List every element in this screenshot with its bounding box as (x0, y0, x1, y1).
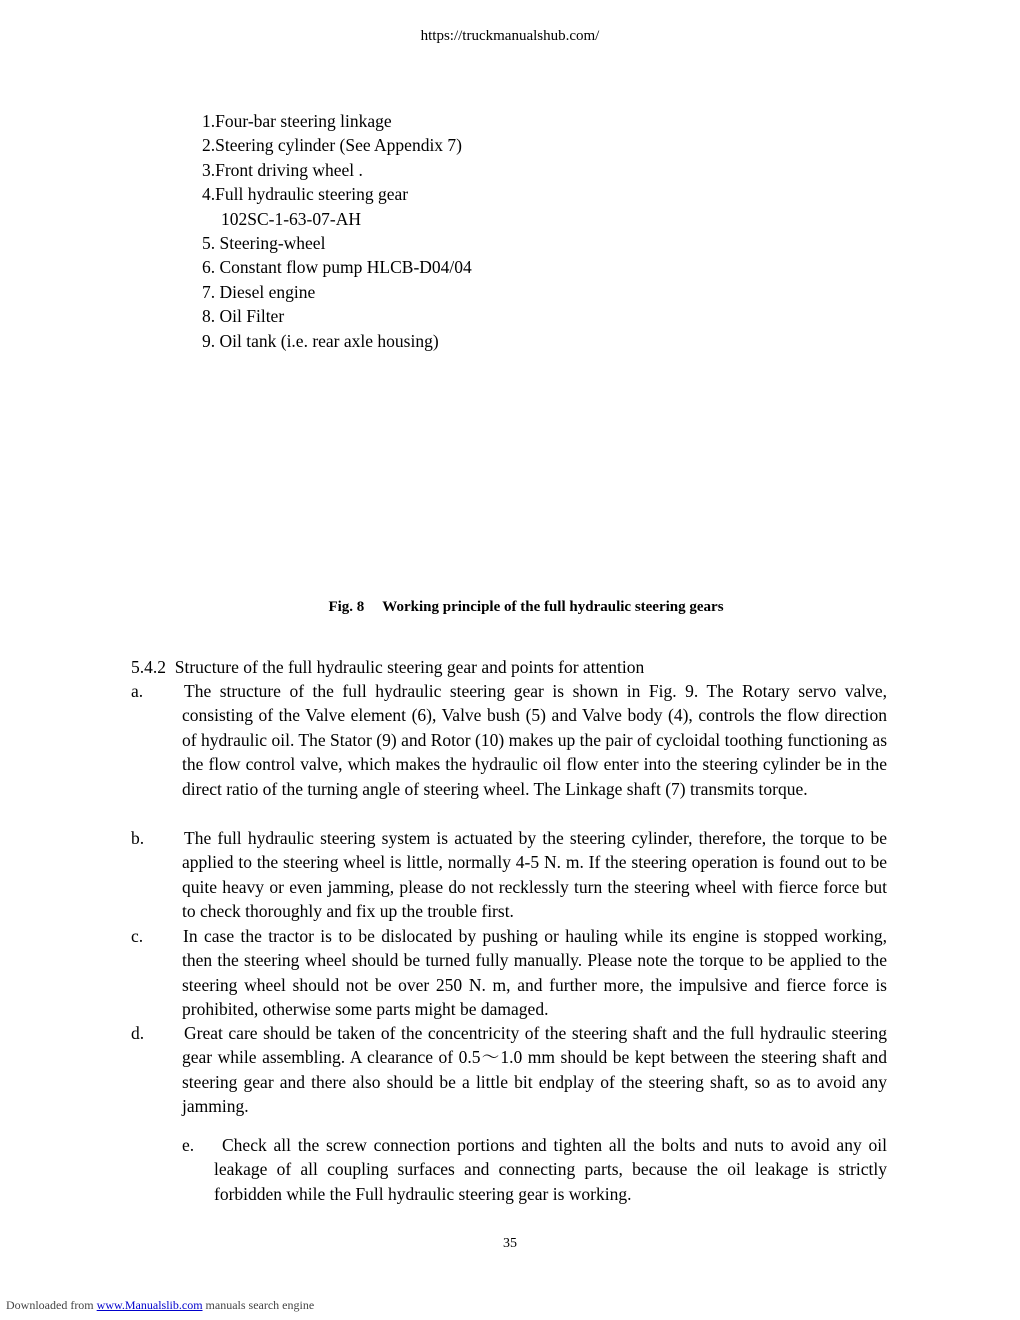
list-item-a (131, 679, 887, 825)
legend-item: 8. Oil Filter (202, 306, 285, 327)
legend-item: 7. Diesel engine (202, 281, 316, 302)
list-marker: a. (131, 681, 144, 701)
figure-legend (202, 109, 472, 353)
figure-caption (0, 599, 1020, 616)
legend-item: 3.Front driving wheel . (202, 159, 363, 180)
legend-item: 1.Four-bar steering linkage (202, 111, 392, 131)
footer-suffix: manuals search engine (202, 1298, 315, 1312)
figure-title: Working principle of the full hydraulic steering gears (382, 599, 724, 615)
legend-item: 9. Oil tank (i.e. rear axle housing) (202, 330, 439, 351)
list-item-e (182, 1133, 887, 1207)
manualslib-link[interactable]: www.Manualslib.com (96, 1298, 203, 1312)
footer-prefix: Downloaded from (6, 1298, 97, 1312)
list-item-text: Great care should be taken of the concentricity of the steering shaft and the full hydraulic steering gear while assembling. A clearance of 0.5～1.0 mm should be kept between the steering shaft and steering gear and there also should be a little bit endplay of the steering shaft, so as to avoid any jamming. (182, 1023, 887, 1117)
list-marker: d. (131, 1023, 145, 1043)
legend-item: 4.Full hydraulic steering gear (202, 184, 409, 205)
download-footer (6, 1298, 314, 1313)
list-item-text: Check all the screw connection portions and tighten all the bolts and nuts to avoid any oil leakage of all coupling surfaces and connecting parts, because the oil leakage is strictly forbidden while the Full hydraulic steering gear is working. (214, 1135, 887, 1204)
legend-item: 102SC-1-63-07-AH (221, 208, 361, 229)
list-item-c (131, 924, 887, 1022)
list-marker: e. (182, 1135, 195, 1155)
list-item-b (131, 826, 887, 924)
section-title: Structure of the full hydraulic steering gear and points for attention (174, 657, 645, 677)
section-number: 5.4.2 (131, 657, 166, 677)
list-item-text: The structure of the full hydraulic steering gear is shown in Fig. 9. The Rotary servo valve, consisting of the Valve element (6), Valve bush (5) and Valve body (4), controls the flow direction of hydraulic oil. The Stator (9) and Rotor (10) makes up the pair of cycloidal toothing functioning as the flow control valve, which makes the hydraulic oil flow enter into the steering cylinder be in the direct ratio of the turning angle of steering wheel. The Linkage shaft (7) transmits torque. (182, 681, 887, 799)
list-item-text: In case the tractor is to be dislocated by pushing or hauling while its engine is stopped working, then the steering wheel should be turned fully manually. Please note the torque to be applied to the steering wheel should not be over 250 N. m, and further more, the impulsive and fierce force is prohibited, otherwise some parts might be damaged. (182, 926, 887, 1020)
list-item-d (131, 1021, 887, 1119)
legend-item: 6. Constant flow pump HLCB-D04/04 (202, 257, 472, 278)
list-item-text: The full hydraulic steering system is actuated by the steering cylinder, therefore, the torque to be applied to the steering wheel is little, normally 4-5 N. m. If the steering operation is found out to be quite heavy or even jamming, please do not recklessly turn the steering wheel with fierce force but to check thoroughly and fix up the trouble first. (182, 828, 887, 922)
page-number: 35 (503, 1236, 517, 1251)
figure-label: Fig. 8 (328, 599, 365, 615)
legend-item: 2.Steering cylinder (See Appendix 7) (202, 135, 463, 156)
header-url: https://truckmanualshub.com/ (420, 28, 600, 44)
list-marker: b. (131, 828, 145, 848)
list-marker: c. (131, 926, 144, 946)
legend-item: 5. Steering-wheel (202, 233, 326, 254)
section-heading (131, 655, 644, 679)
